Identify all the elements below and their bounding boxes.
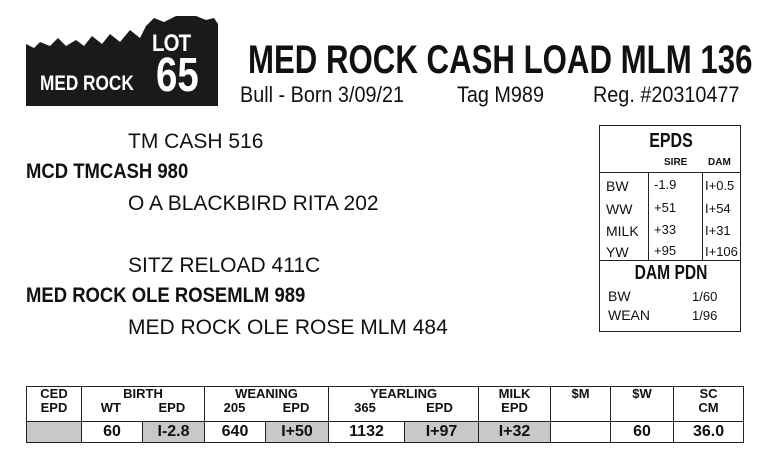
pedigree-dam-sire: SITZ RELOAD 411C [128,254,321,277]
header-birth: BIRTH WT EPD [82,387,205,422]
value-ced [27,422,82,443]
epd-dam-value: I+106 [705,244,738,259]
epd-sire-value: +51 [654,200,677,215]
animal-name: MED ROCK CASH LOAD MLM 136 [248,38,753,82]
pedigree-sire-dam: O A BLACKBIRD RITA 202 [128,192,379,215]
value-sc: 36.0 [674,422,744,443]
value-year-epd: I+97 [405,422,479,443]
epd-row-label: MILK [606,223,639,239]
value-year-365: 1132 [329,422,405,443]
tag-number: Tag M989 [457,82,544,107]
pedigree-dam: MED ROCK OLE ROSEMLM 989 [26,284,306,307]
epd-title: EPDS [649,130,693,152]
value-dw: 60 [611,422,674,443]
header-weaning: WEANING 205 EPD [205,387,329,422]
header-dw: $W [611,387,674,422]
dam-pdn-value: 1/60 [692,289,718,304]
header-milk: MILK EPD [479,387,551,422]
dam-pdn-label: WEAN [608,307,650,323]
epd-col-dam: DAM [708,157,731,168]
epd-row-label: YW [606,244,629,260]
epd-row-label: BW [606,178,629,194]
header-yearling: YEARLING 365 EPD [329,387,479,422]
value-birth-wt: 60 [82,422,143,443]
lot-label: LOT [152,30,191,57]
epd-col-sire: SIRE [664,157,688,168]
header-dm: $M [551,387,611,422]
epd-sire-value: +33 [654,222,677,237]
brand-name: MED ROCK [40,72,134,95]
registration-number: Reg. #20310477 [593,82,740,107]
epd-row-label: WW [606,201,633,217]
epd-box [599,125,741,332]
epd-dam-value: I+54 [705,201,731,216]
pedigree-dam-dam: MED ROCK OLE ROSE MLM 484 [128,316,448,339]
lot-number: 65 [156,49,199,102]
header-ced: CED EPD [27,387,82,422]
epd-sire-value: +95 [654,243,677,258]
sex-birth: Bull - Born 3/09/21 [240,82,405,107]
pedigree-sire-sire: TM CASH 516 [128,130,264,153]
value-dm [551,422,611,443]
performance-table [26,386,744,443]
value-wean-epd: I+50 [266,422,329,443]
epd-dam-value: I+0.5 [705,178,735,193]
value-milk-epd: I+32 [479,422,551,443]
value-wean-205: 640 [205,422,266,443]
dam-pdn-value: 1/96 [692,308,718,323]
header-sc: SC CM [674,387,744,422]
pedigree-sire: MCD TMCASH 980 [26,160,189,183]
value-birth-epd: I-2.8 [143,422,205,443]
epd-sire-value: -1.9 [654,177,677,192]
epd-dam-value: I+31 [705,223,731,238]
dam-pdn-title: DAM PDN [634,262,708,284]
dam-pdn-label: BW [608,288,631,304]
